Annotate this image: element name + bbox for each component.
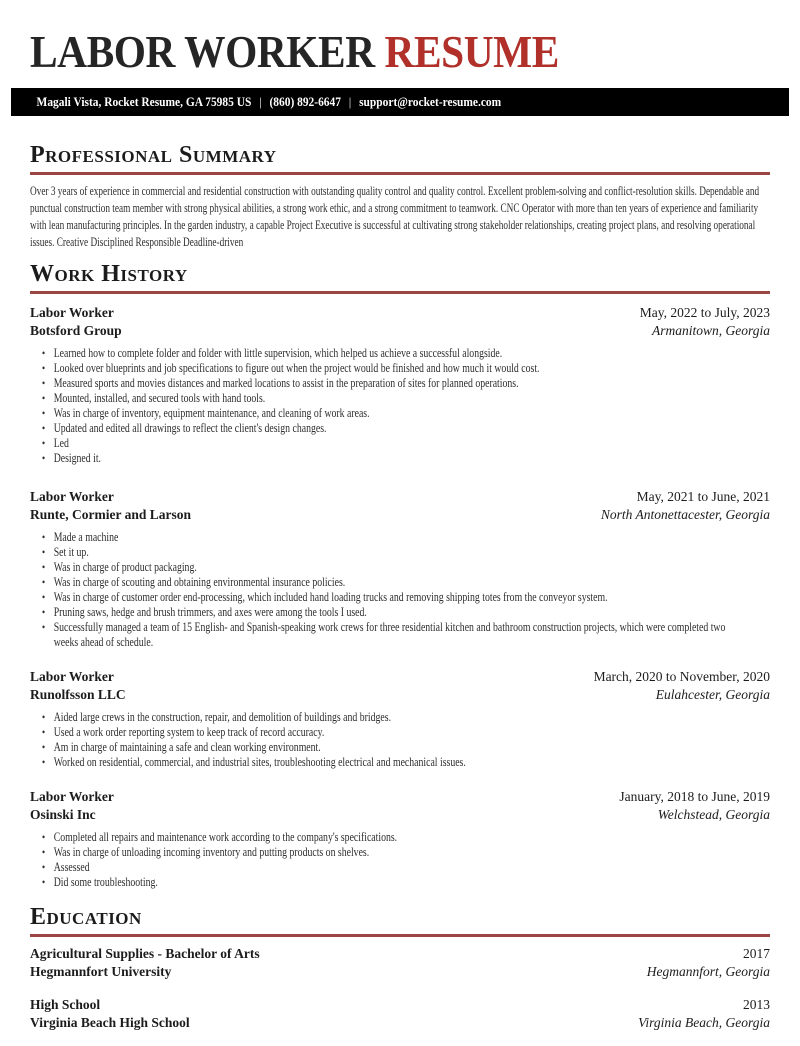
job-company: Botsford Group: [30, 323, 122, 338]
education-school-row: [30, 1014, 770, 1032]
job-title-row: [30, 304, 770, 322]
job-title: Labor Worker: [30, 305, 114, 320]
work-history-heading: Work History: [30, 261, 188, 287]
job-title: Labor Worker: [30, 789, 114, 804]
job-company: Runolfsson LLC: [30, 687, 126, 702]
contact-separator: |: [259, 94, 262, 109]
education-year: 2013: [743, 997, 770, 1012]
page-title-primary: LABOR WORKER: [30, 26, 375, 77]
contact-email: support@rocket-resume.com: [359, 94, 502, 109]
education-location: Hegmannfort, Georgia: [646, 964, 770, 979]
job-title: Labor Worker: [30, 489, 114, 504]
education-location: Virginia Beach, Georgia: [638, 1015, 770, 1030]
job-dates: January, 2018 to June, 2019: [619, 789, 770, 804]
bullet-item: • Successfully managed a team of 15 English- and Spanish-speaking work crews for three residential kitchen and bathroom construction projects, which were completed two weeks ahead of schedule.: [30, 620, 741, 650]
education-school: Hegmannfort University: [30, 964, 172, 979]
bullet-item: • Was in charge of inventory, equipment maintenance, and cleaning of work areas.: [30, 406, 741, 421]
bullet-item: • Measured sports and movies distances and marked locations to assist in the preparation of sites for planned operations.: [30, 376, 741, 391]
bullet-item: • Assessed: [30, 860, 741, 875]
section-education: [30, 904, 770, 1032]
contact-bar: [11, 88, 789, 116]
job-entry: [30, 488, 770, 650]
job-location: Welchstead, Georgia: [657, 807, 770, 822]
bullet-item: • Aided large crews in the construction, repair, and demolition of buildings and bridges.: [30, 710, 741, 725]
section-rule: [30, 934, 770, 937]
job-title-row: [30, 788, 770, 806]
page-title-accent: RESUME: [384, 26, 559, 77]
education-heading: Education: [30, 904, 142, 930]
bullet-item: • Made a machine: [30, 530, 741, 545]
job-location: Armanitown, Georgia: [652, 323, 770, 338]
bullet-item: • Was in charge of customer order end-processing, which included hand loading trucks and removing shipping totes from the conveyor system.: [30, 590, 741, 605]
education-degree: High School: [30, 997, 101, 1012]
contact-separator: |: [348, 94, 352, 109]
job-bullet-list: [30, 830, 741, 890]
job-dates: May, 2022 to July, 2023: [639, 305, 770, 320]
job-title: Labor Worker: [30, 669, 114, 684]
page-title: [30, 28, 559, 76]
bullet-item: • Was in charge of unloading incoming inventory and putting products on shelves.: [30, 845, 741, 860]
header: [30, 0, 770, 78]
job-entry: [30, 788, 770, 890]
education-degree: Agricultural Supplies - Bachelor of Arts: [30, 946, 260, 961]
bullet-item: • Mounted, installed, and secured tools with hand tools.: [30, 391, 741, 406]
bullet-item: • Used a work order reporting system to keep track of record accuracy.: [30, 725, 741, 740]
section-work-history: [30, 261, 770, 890]
section-rule: [30, 291, 770, 294]
education-entry: [30, 945, 770, 981]
bullet-item: • Set it up.: [30, 545, 741, 560]
job-entry: [30, 304, 770, 466]
bullet-item: • Worked on residential, commercial, and industrial sites, troubleshooting electrical and mechanical issues.: [30, 755, 741, 770]
job-company: Osinski Inc: [30, 807, 96, 822]
bullet-item: • Learned how to complete folder and folder with little supervision, which helped us achieve a successful alongside.: [30, 346, 741, 361]
job-dates: March, 2020 to November, 2020: [593, 669, 770, 684]
job-entry: [30, 668, 770, 770]
bullet-item: • Led: [30, 436, 741, 451]
job-company: Runte, Cormier and Larson: [30, 507, 192, 522]
job-company-row: [30, 322, 770, 340]
section-professional-summary: [30, 142, 770, 251]
job-company-row: [30, 686, 770, 704]
education-school-row: [30, 963, 770, 981]
bullet-item: • Was in charge of product packaging.: [30, 560, 741, 575]
bullet-item: • Updated and edited all drawings to reflect the client's design changes.: [30, 421, 741, 436]
job-title-row: [30, 488, 770, 506]
bullet-item: • Designed it.: [30, 451, 741, 466]
bullet-item: • Was in charge of scouting and obtaining environmental insurance policies.: [30, 575, 741, 590]
job-title-row: [30, 668, 770, 686]
bullet-item: • Am in charge of maintaining a safe and clean working environment.: [30, 740, 741, 755]
bullet-item: • Completed all repairs and maintenance work according to the company's specifications.: [30, 830, 741, 845]
job-bullet-list: [30, 710, 741, 770]
section-rule: [30, 172, 770, 175]
bullet-item: • Pruning saws, hedge and brush trimmers, and axes were among the tools I used.: [30, 605, 741, 620]
education-year: 2017: [743, 946, 770, 961]
contact-address: Magali Vista, Rocket Resume, GA 75985 US: [36, 94, 252, 109]
job-company-row: [30, 506, 770, 524]
job-bullet-list: [30, 346, 741, 466]
job-location: North Antonettacester, Georgia: [600, 507, 770, 522]
professional-summary-text: Over 3 years of experience in commercial and residential construction with outstanding quality control and quality control. Excellent problem-solving and conflict-resolution skills. Dependable and punctual construction team member with strong physical abilities, a strong work ethic, and a strong commitment to teamwork. CNC Operator with more than ten years of experience and familiarity with lean manufacturing principles. In the garden industry, a capable Project Executive is successful at cultivating strong stakeholder relationships, creating project plans, and resolving operational issues. Creative Disciplined Responsible Deadline-driven: [30, 184, 760, 249]
bullet-item: • Did some troubleshooting.: [30, 875, 741, 890]
job-location: Eulahcester, Georgia: [655, 687, 770, 702]
job-company-row: [30, 806, 770, 824]
contact-phone: (860) 892-6647: [269, 94, 341, 109]
professional-summary-heading: Professional Summary: [30, 142, 277, 168]
job-bullet-list: [30, 530, 741, 650]
bullet-item: • Looked over blueprints and job specifications to figure out when the project would be finished and how much it would cost.: [30, 361, 741, 376]
job-dates: May, 2021 to June, 2021: [636, 489, 770, 504]
education-degree-row: [30, 945, 770, 963]
education-school: Virginia Beach High School: [30, 1015, 190, 1030]
education-entry: [30, 996, 770, 1032]
education-degree-row: [30, 996, 770, 1014]
contact-info: [11, 94, 501, 110]
